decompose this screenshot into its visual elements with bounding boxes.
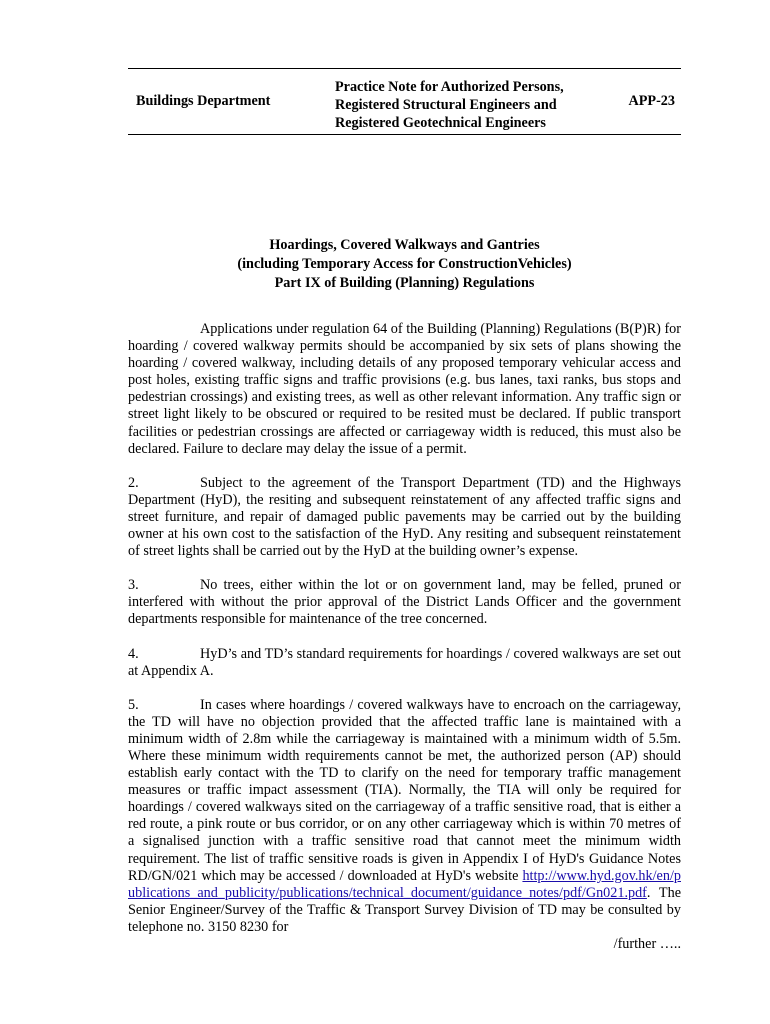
paragraph-2 — [128, 475, 681, 560]
document-page — [128, 68, 681, 952]
paragraph-text: HyD’s and TD’s standard requirements for hoardings / covered walkways are set out at Appendix A. — [128, 645, 681, 679]
paragraph-text: Subject to the agreement of the Transport Department (TD) and the Highways Department (HyD), the resiting and subsequent reinstatement of any affected traffic signs and street furniture, and repair of damaged public pavements may be carried out by the building owner at his own cost to the satisfaction of the HyD. Any resiting and subsequent reinstatement of street lights shall be carried out by the HyD at the building owner’s expense. — [128, 474, 681, 560]
document-title — [128, 236, 681, 293]
title-line: (including Temporary Access for ConstructionVehicles) — [237, 256, 572, 272]
continuation-note: /further ….. — [613, 936, 681, 952]
paragraph-text: No trees, either within the lot or on government land, may be felled, pruned or interfered with without the prior approval of the District Lands Officer and the government departments responsible for maintenance of the tree concerned. — [128, 577, 681, 628]
paragraph-text: Applications under regulation 64 of the Building (Planning) Regulations (B(P)R) for hoarding / covered walkway permits should be accompanied by six sets of plans showing the hoarding / covered walkway, including details of any proposed temporary vehicular access and post holes, existing traffic signs and traffic provisions (e.g. bus lanes, taxi ranks, bus stops and pedestrian crossings) and existing trees, as well as other relevant information. Any traffic sign or street light likely to be obscured or required to be resited must be declared. If public transport facilities or pedestrian crossings are affected or carriageway width is reduced, this must also be declared. Failure to declare may delay the issue of a permit. — [128, 321, 681, 457]
paragraph-text: In cases where hoardings / covered walkways have to encroach on the carriageway, the TD will have no objection provided that the affected traffic lane is maintained with a minimum width of 2.8m while the carriageway is maintained with a minimum width of 5.5m. Where these minimum width requirements cannot be met, the authorized person (AP) should establish early contact with the TD to clarify on the need for temporary traffic management measures or traffic impact assessment (TIA). Normally, the TIA will only be required for hoardings / covered walkways sited on the carriageway of a traffic sensitive road, that is either a red route, a pink route or bus corridor, or on any other carriageway which is within 70 metres of a signalised junction with a traffic sensitive road that cannot meet the minimum width requirement. The list of traffic sensitive roads is given in Appendix I of HyD's Guidance Notes RD/GN/021 which may be accessed / downloaded at HyD's website — [128, 696, 681, 884]
paragraph-text: . The Senior Engineer/Survey of the Traffic & Transport Survey Division of TD may be consulted by telephone no. 3150 8230 for — [128, 884, 681, 935]
paragraph-5 — [128, 697, 681, 936]
title-line: Part IX of Building (Planning) Regulations — [274, 275, 535, 291]
practice-note-code: APP-23 — [628, 93, 675, 109]
practice-note-line: Practice Note for Authorized Persons, — [335, 79, 564, 95]
paragraph-number: 3. — [128, 577, 139, 594]
practice-note-title — [335, 78, 564, 132]
department-name: Buildings Department — [136, 93, 271, 109]
document-header — [128, 68, 681, 135]
paragraph-number: 2. — [128, 474, 139, 491]
paragraph-3 — [128, 577, 681, 628]
paragraph-number: 5. — [128, 696, 139, 713]
title-line: Hoardings, Covered Walkways and Gantries — [269, 237, 540, 253]
practice-note-line: Registered Structural Engineers and — [335, 97, 557, 113]
paragraph-4 — [128, 646, 681, 680]
practice-note-line: Registered Geotechnical Engineers — [335, 115, 546, 131]
paragraph-number: 4. — [128, 645, 139, 662]
guidance-notes-link[interactable]: http://www.hyd.gov.hk/en/publications_and_publicity/publications/technical_document/guidance_notes/pdf/Gn021.pdf — [128, 867, 681, 901]
paragraph-1 — [128, 321, 681, 458]
document-body — [128, 321, 681, 936]
